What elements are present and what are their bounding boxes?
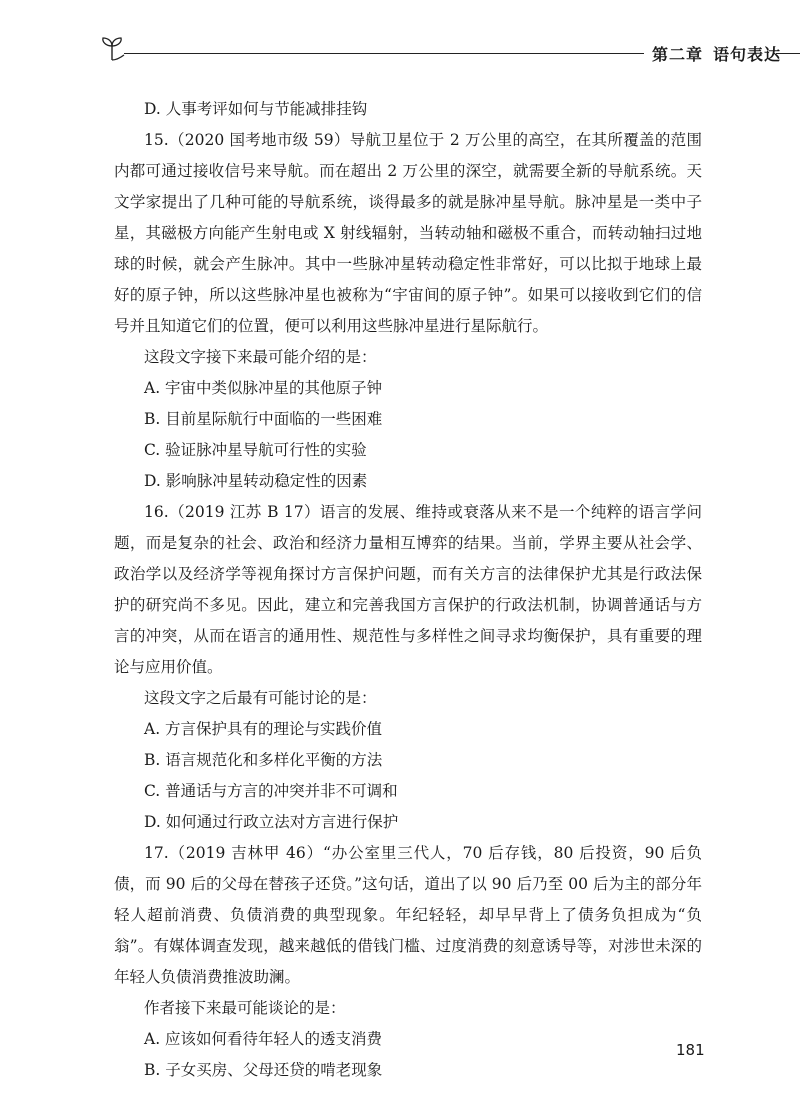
- question-17-option-b: B. 子女买房、父母还贷的啃老现象: [144, 1061, 383, 1079]
- question-17-option-a: A. 应该如何看待年轻人的透支消费: [144, 1030, 383, 1048]
- section-name: 语句表达: [713, 45, 782, 64]
- page-number: 181: [676, 1041, 705, 1059]
- question-16-text: 16.（2019 江苏 B 17）语言的发展、维持或衰落从来不是一个纯粹的语言学问题，而是复杂的社会、政治和经济力量相互博弈的结果。当前，学界主要从社会学、政治学以及经济学等视角探讨方言保护问题，而有关方言的法律保护尤其是行政法保护的研究尚不多见。因此，建立和完善我国方言保护的行政法机制，协调普通话与方言的冲突，从而在语言的通用性、规范性与多样性之间寻求均衡保护，具有重要的理论与应用价值。: [114, 503, 702, 676]
- previous-option-d: D. 人事考评如何与节能减排挂钩: [144, 100, 368, 118]
- question-16-option-c: C. 普通话与方言的冲突并非不可调和: [144, 782, 398, 800]
- question-16-option-d: D. 如何通过行政立法对方言进行保护: [144, 813, 399, 831]
- question-15-option-c: C. 验证脉冲星导航可行性的实验: [144, 441, 367, 459]
- question-15-prompt: 这段文字接下来最可能介绍的是：: [144, 348, 377, 366]
- question-15-text: 15.（2020 国考地市级 59）导航卫星位于 2 万公里的高空，在其所覆盖的范围内都可通过接收信号来导航。而在超出 2 万公里的深空，就需要全新的导航系统。天文学家提出了几种可能的导航系统，谈得最多的就是脉冲星导航。脉冲星是一类中子星，其磁极方向能产生射电或 X 射线辐射，当转动轴和磁极不重合，而转动轴扫过地球的时候，就会产生脉冲。其中一些脉冲星转动稳定性非常好，可以比拟于地球上最好的原子钟，所以这些脉冲星也被称为“宇宙间的原子钟”。如果可以接收到它们的信号并且知道它们的位置，便可以利用这些脉冲星进行星际航行。: [114, 131, 702, 335]
- question-16-option-b: B. 语言规范化和多样化平衡的方法: [144, 751, 383, 769]
- question-17-text: 17.（2019 吉林甲 46）“办公室里三代人，70 后存钱，80 后投资，90 后负债，而 90 后的父母在替孩子还贷。”这句话，道出了以 90 后乃至 00 后为主的部分年轻人超前消费、负债消费的典型现象。年纪轻轻，却早早背上了债务负担成为“负翁”。有媒体调查发现，越来越低的借钱门槛、过度消费的刻意诱导等，对涉世未深的年轻人负债消费推波助澜。: [114, 844, 702, 986]
- question-15-option-d: D. 影响脉冲星转动稳定性的因素: [144, 472, 368, 490]
- question-16-option-a: A. 方言保护具有的理论与实践价值: [144, 720, 383, 738]
- chapter-title: [652, 42, 791, 65]
- header-rule-left: [124, 53, 644, 54]
- chapter-number: 第二章: [652, 45, 704, 64]
- question-17-prompt: 作者接下来最可能谈论的是：: [144, 999, 346, 1017]
- sprout-icon: [100, 36, 134, 62]
- question-16-prompt: 这段文字之后最有可能讨论的是：: [144, 689, 377, 707]
- page-header: [100, 34, 782, 74]
- page-content: [114, 94, 702, 1086]
- question-15-option-b: B. 目前星际航行中面临的一些困难: [144, 410, 383, 428]
- question-15-option-a: A. 宇宙中类似脉冲星的其他原子钟: [144, 379, 383, 397]
- header-rule-right: [776, 53, 800, 54]
